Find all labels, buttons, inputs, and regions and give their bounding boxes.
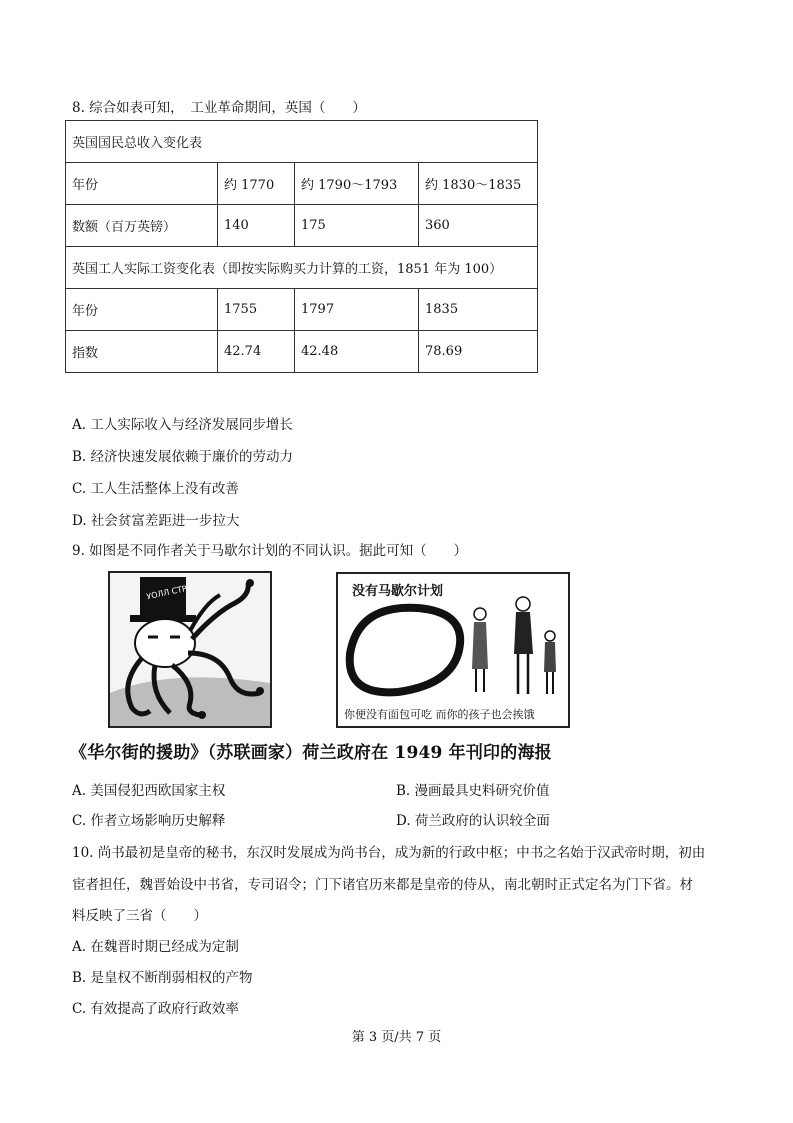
- q9-option-c: C. 作者立场影响历史解释: [72, 813, 226, 829]
- table1-title: 英国国民总收入变化表: [66, 121, 538, 163]
- table-cell: 年份: [66, 289, 218, 331]
- q8-option-c: C. 工人生活整体上没有改善: [72, 481, 239, 497]
- table-cell: 140: [218, 205, 295, 247]
- q9-stem: 9. 如图是不同作者关于马歇尔计划的不同认识。据此可知（ ）: [72, 543, 468, 559]
- q8-option-b: B. 经济快速发展依赖于廉价的劳动力: [72, 449, 294, 465]
- page-footer: 第 3 页/共 7 页: [351, 1030, 442, 1045]
- table-cell: 42.74: [218, 331, 295, 373]
- marshall-plan-poster: [336, 572, 570, 728]
- image-caption: 《华尔街的援助》（苏联画家）荷兰政府在 1949 年刊印的海报: [70, 743, 552, 763]
- table2-title: 英国工人实际工资变化表（即按实际购买力计算的工资，1851 年为 100）: [66, 247, 538, 289]
- table-row: [66, 331, 538, 373]
- table-cell: 约 1770: [218, 163, 295, 205]
- q10-option-a: A. 在魏晋时期已经成为定制: [72, 939, 239, 955]
- table-cell: 约 1830～1835: [419, 163, 538, 205]
- table-cell: 78.69: [419, 331, 538, 373]
- q8-table: [65, 120, 538, 373]
- table-row: [66, 121, 538, 163]
- q10-stem-line-2: 宦者担任，魏晋始设中书省，专司诏令；门下诸官历来都是皇帝的侍从，南北朝时正式定名为门下省。材: [72, 877, 693, 893]
- poster-caption: 你便没有面包可吃 而你的孩子也会挨饿: [344, 708, 535, 721]
- table-cell: 数额（百万英镑）: [66, 205, 218, 247]
- table-cell: 1835: [419, 289, 538, 331]
- table-row: [66, 247, 538, 289]
- q9-option-d: D. 荷兰政府的认识较全面: [396, 813, 550, 829]
- q10-stem-line-3: 料反映了三省（ ）: [72, 908, 207, 924]
- table-row: [66, 163, 538, 205]
- q10-option-b: B. 是皇权不断削弱相权的产物: [72, 970, 253, 986]
- table-row: [66, 205, 538, 247]
- q8-stem: 8. 综合如表可知， 工业革命期间，英国（ ）: [72, 100, 366, 116]
- octopus-illustration: [110, 573, 270, 726]
- q8-option-d: D. 社会贫富差距进一步拉大: [72, 513, 240, 529]
- wall-street-cartoon: [108, 571, 272, 728]
- table-cell: 360: [419, 205, 538, 247]
- table-cell: 42.48: [295, 331, 419, 373]
- table-row: [66, 289, 538, 331]
- hat-text: УОЛЛ СТРИТ: [145, 581, 199, 602]
- q10-stem-line-1: 10. 尚书最初是皇帝的秘书，东汉时发展成为尚书台，成为新的行政中枢；中书之名始于汉武帝时期，初由: [72, 845, 706, 861]
- poster-title: 没有马歇尔计划: [352, 584, 444, 599]
- q10-option-c: C. 有效提高了政府行政效率: [72, 1001, 239, 1017]
- table-cell: 年份: [66, 163, 218, 205]
- q9-option-b: B. 漫画最具史料研究价值: [396, 783, 550, 799]
- table-cell: 约 1790～1793: [295, 163, 419, 205]
- q9-option-a: A. 美国侵犯西欧国家主权: [72, 783, 226, 799]
- table-cell: 1755: [218, 289, 295, 331]
- table-cell: 指数: [66, 331, 218, 373]
- q8-option-a: A. 工人实际收入与经济发展同步增长: [72, 417, 293, 433]
- table-cell: 1797: [295, 289, 419, 331]
- table-cell: 175: [295, 205, 419, 247]
